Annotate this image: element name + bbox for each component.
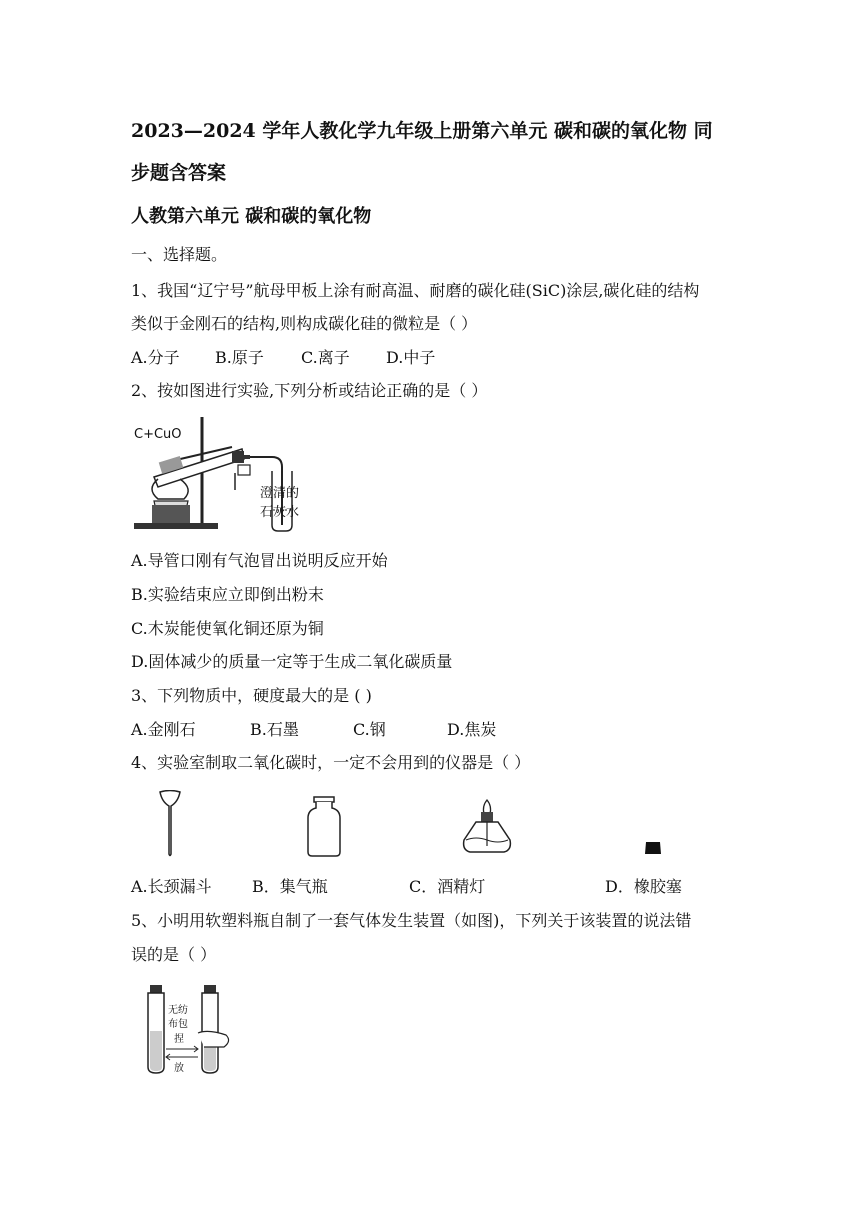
q1-option-d: D.中子 [386, 348, 436, 367]
q5-label-squeeze: 捏 [174, 1034, 184, 1045]
q5-stem-line2: 误的是（ ） [131, 945, 217, 964]
q2-option-b: B.实验结束应立即倒出粉末 [131, 585, 324, 604]
q2-label-reactant: C+CuO [134, 427, 182, 442]
q1-options [131, 348, 531, 368]
alcohol-lamp-icon [460, 796, 514, 854]
q2-stem: 2、按如图进行实验,下列分析或结论正确的是（ ） [131, 381, 488, 400]
q2-label-limewater-2: 石灰水 [260, 505, 300, 520]
q2-option-a: A.导管口刚有气泡冒出说明反应开始 [131, 551, 388, 570]
q5-label-release: 放 [174, 1063, 184, 1074]
q1-stem-line1: 1、我国“辽宁号”航母甲板上涂有耐高温、耐磨的碳化硅(SiC)涂层,碳化硅的结构 [131, 281, 700, 300]
q1-option-b: B.原子 [215, 348, 264, 367]
q2-apparatus-figure [132, 415, 314, 533]
q3-option-b: B.石墨 [250, 720, 299, 739]
unit-subtitle: 人教第六单元 碳和碳的氧化物 [131, 206, 372, 227]
section-heading: 一、选择题。 [131, 245, 228, 264]
q3-option-d: D.焦炭 [447, 720, 497, 739]
q4-option-d: D．橡胶塞 [605, 877, 682, 896]
q5-label-cloth-2: 布包 [168, 1019, 188, 1030]
q5-label-cloth-1: 无纺 [168, 1005, 188, 1016]
document-title-line1: 2023—2024 学年人教化学九年级上册第六单元 碳和碳的氧化物 同 [131, 120, 713, 142]
q4-options [131, 877, 731, 897]
q3-option-c: C.钢 [353, 720, 386, 739]
rubber-stopper-icon [644, 840, 662, 854]
long-neck-funnel-icon [155, 790, 185, 858]
q4-option-a: A.长颈漏斗 [131, 877, 212, 896]
q1-stem-line2: 类似于金刚石的结构,则构成碳化硅的微粒是（ ） [131, 314, 478, 333]
q2-option-c: C.木炭能使氧化铜还原为铜 [131, 619, 324, 638]
q3-options [131, 720, 531, 740]
q5-stem-line1: 5、小明用软塑料瓶自制了一套气体发生装置（如图)，下列关于该装置的说法错 [131, 911, 692, 930]
document-title-line2: 步题含答案 [131, 162, 227, 184]
q2-label-limewater-1: 澄清的 [260, 486, 300, 501]
q5-device-figure [138, 983, 234, 1077]
q3-option-a: A.金刚石 [131, 720, 196, 739]
q4-stem: 4、实验室制取二氧化碳时，一定不会用到的仪器是（ ） [131, 753, 531, 772]
q4-option-c: C．酒精灯 [409, 877, 486, 896]
q1-option-a: A.分子 [131, 348, 180, 367]
q4-option-b: B．集气瓶 [252, 877, 328, 896]
q1-option-c: C.离子 [301, 348, 350, 367]
gas-collecting-bottle-icon [305, 796, 343, 858]
q2-option-d: D.固体减少的质量一定等于生成二氧化碳质量 [131, 652, 453, 671]
q3-stem: 3、下列物质中，硬度最大的是 ( ) [131, 686, 372, 705]
